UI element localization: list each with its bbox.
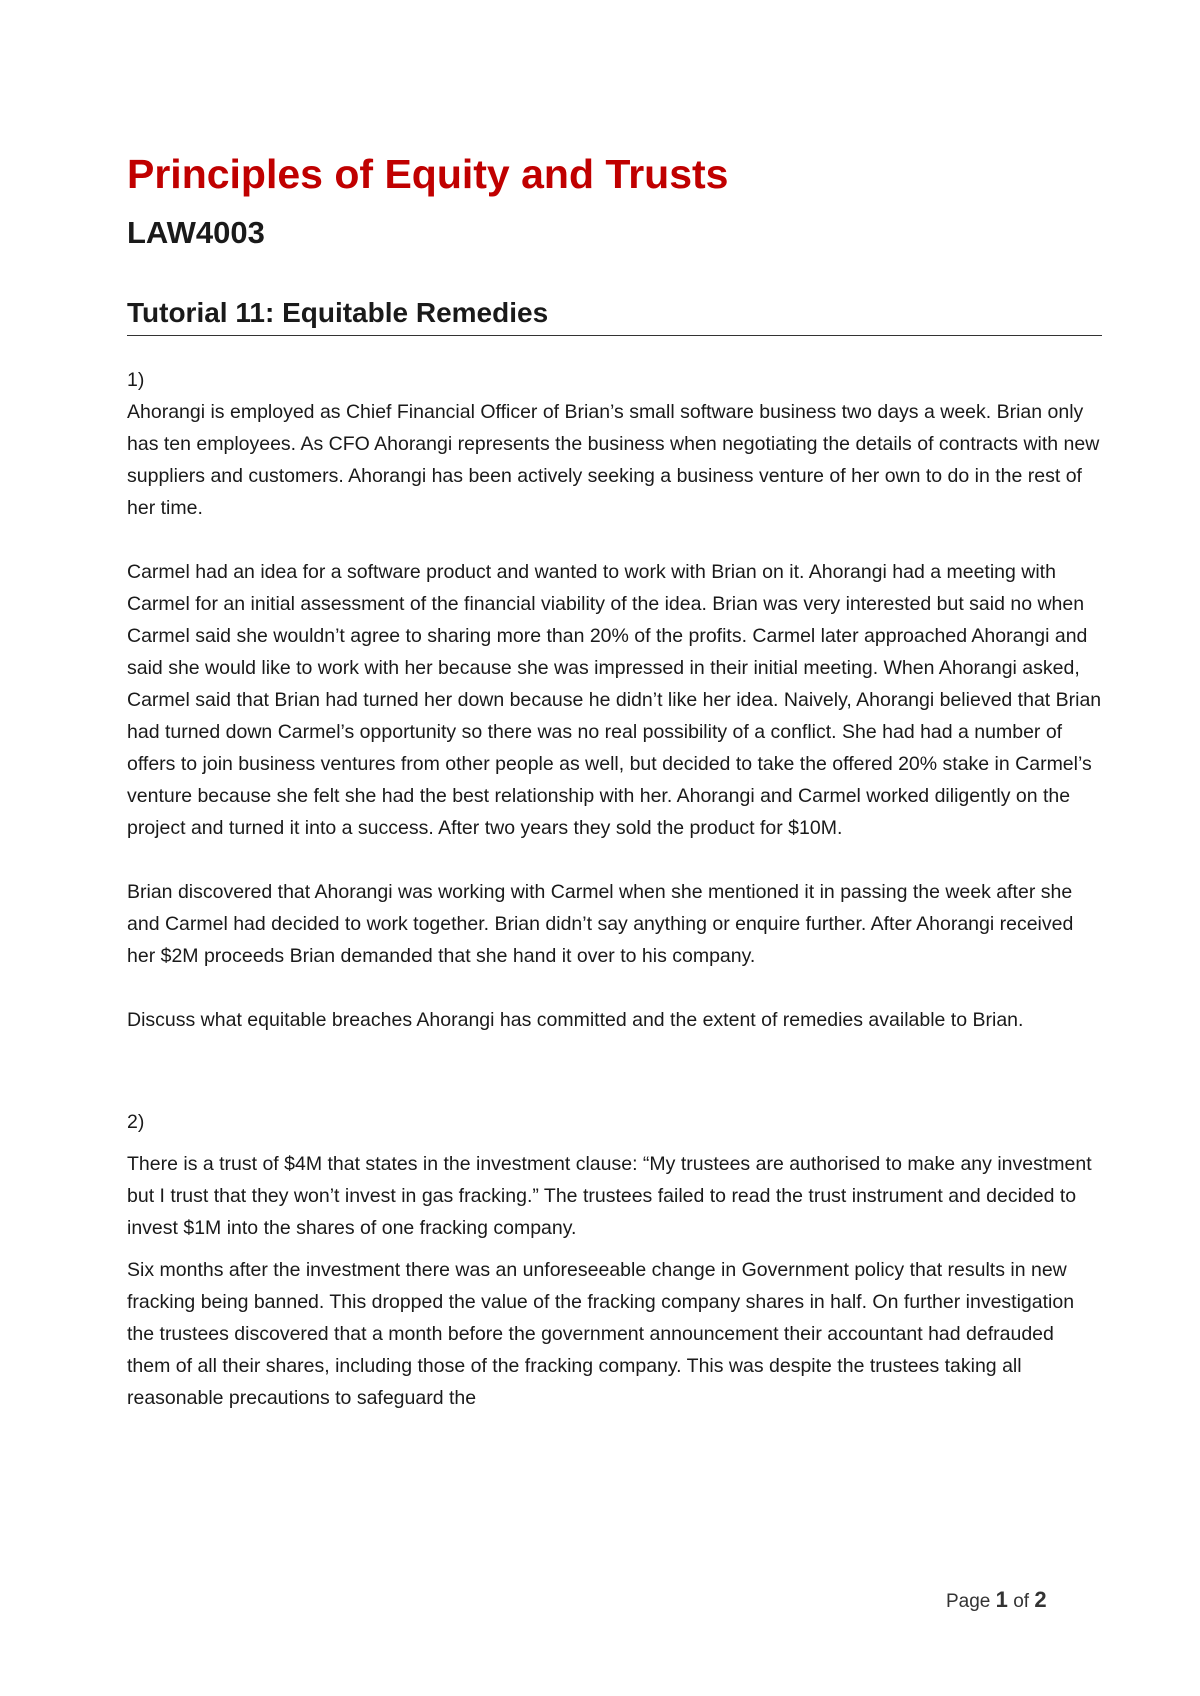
current-page: 1 (995, 1587, 1008, 1612)
question-1 (127, 364, 1102, 1036)
tutorial-heading: Tutorial 11: Equitable Remedies (127, 293, 1102, 336)
question-paragraph: Brian discovered that Ahorangi was working with Carmel when she mentioned it in passing the week after she and Carmel had decided to work together. Brian didn’t say anything or enquire further. After Ahorangi received her $2M proceeds Brian demanded that she hand it over to his company. (127, 881, 1074, 967)
question-2 (127, 1106, 1102, 1414)
document-title: Principles of Equity and Trusts (127, 151, 729, 197)
page-label: Page (946, 1591, 991, 1612)
question-paragraph: Ahorangi is employed as Chief Financial Officer of Brian’s small software business two days a week. Brian only has ten employees. As CFO Ahorangi represents the business when negotiating the details of contracts with new suppliers and customers. Ahorangi has been actively seeking a business venture of her own to do in the rest of her time. (127, 401, 1100, 519)
question-paragraph: Carmel had an idea for a software product and wanted to work with Brian on it. Ahorangi had a meeting with Carmel for an initial assessment of the financial viability of the idea. Brian was very interested but said no when Carmel said she wouldn’t agree to sharing more than 20% of the profits. Carmel later approached Ahorangi and said she would like to work with her because she was impressed in their initial meeting. When Ahorangi asked, Carmel said that Brian had turned her down because he didn’t like her idea. Naively, Ahorangi believed that Brian had turned down Carmel’s opportunity so there was no real possibility of a conflict. She had had a number of offers to join business ventures from other people as well, but decided to take the offered 20% stake in Carmel’s venture because she felt she had the best relationship with her. Ahorangi and Carmel worked diligently on the project and turned it into a success. After two years they sold the product for $10M. (127, 561, 1102, 839)
course-code: LAW4003 (127, 215, 265, 250)
question-paragraph: There is a trust of $4M that states in the investment clause: “My trustees are authorised to make any investment but I trust that they won’t invest in gas fracking.” The trustees failed to read the trust instrument and decided to invest $1M into the shares of one fracking company. (127, 1153, 1092, 1239)
total-pages: 2 (1034, 1587, 1047, 1612)
question-paragraph: Discuss what equitable breaches Ahorangi has committed and the extent of remedies available to Brian. (127, 1009, 1024, 1031)
page-number (946, 1586, 1047, 1616)
question-paragraph: Six months after the investment there was an unforeseeable change in Government policy that results in new fracking being banned. This dropped the value of the fracking company shares in half. On further investigation the trustees discovered that a month before the government announcement their accountant had defrauded them of all their shares, including those of the fracking company. This was despite the trustees taking all reasonable precautions to safeguard the (127, 1259, 1075, 1409)
document-page (127, 145, 1102, 1414)
question-number: 1) (127, 369, 145, 391)
question-number: 2) (127, 1111, 145, 1133)
of-label: of (1013, 1591, 1030, 1612)
